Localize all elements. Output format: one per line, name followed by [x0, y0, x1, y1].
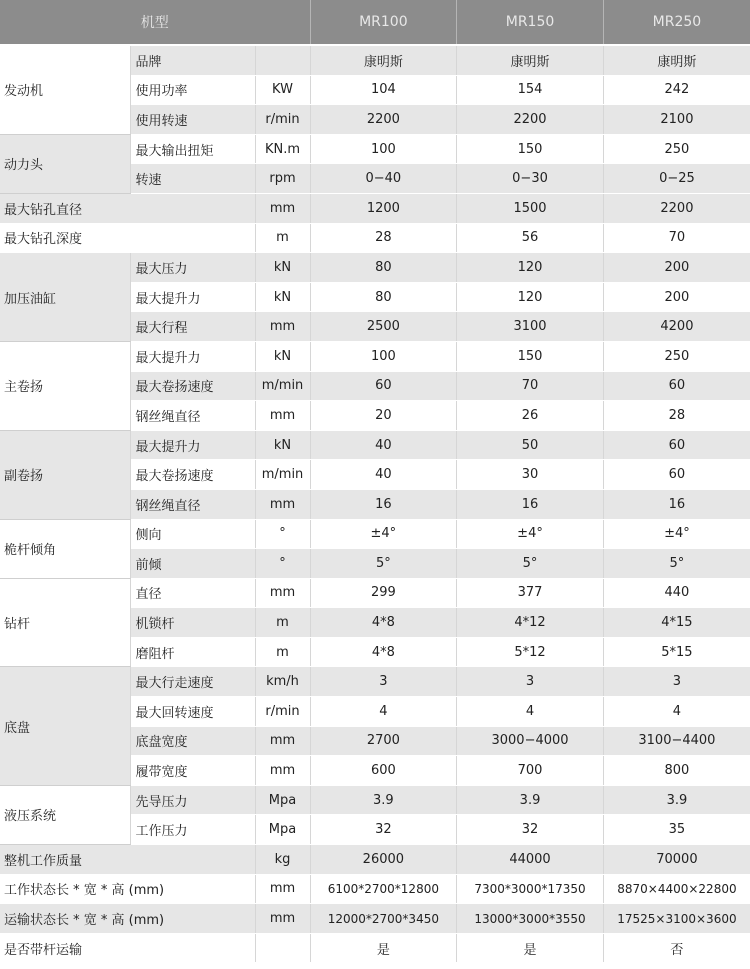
- unit-cell: mm: [255, 193, 310, 223]
- unit-cell: mm: [255, 874, 310, 904]
- value-cell: 3100−4400: [603, 726, 750, 756]
- value-cell: 32: [310, 815, 457, 845]
- table-row: [0, 904, 750, 934]
- value-cell: 3100: [457, 312, 604, 342]
- table-row: [0, 578, 750, 608]
- value-cell: 100: [310, 341, 457, 371]
- value-cell: ±4°: [457, 519, 604, 549]
- value-cell: 200: [603, 253, 750, 283]
- value-cell: 100: [310, 134, 457, 164]
- value-cell: 60: [603, 430, 750, 460]
- value-cell: 44000: [457, 845, 604, 875]
- param-label: 转速: [130, 164, 255, 194]
- param-label: 使用转速: [130, 105, 255, 135]
- param-label: 最大输出扭矩: [130, 134, 255, 164]
- group-label: 钻杆: [0, 578, 130, 667]
- unit-cell: kg: [255, 845, 310, 875]
- table-row: [0, 193, 750, 223]
- value-cell: 2200: [603, 193, 750, 223]
- param-label: 侧向: [130, 519, 255, 549]
- table-row: [0, 519, 750, 549]
- unit-cell: mm: [255, 904, 310, 934]
- unit-cell: mm: [255, 578, 310, 608]
- value-cell: 120: [457, 282, 604, 312]
- unit-cell: Mpa: [255, 815, 310, 845]
- value-cell: 2700: [310, 726, 457, 756]
- unit-cell: [255, 45, 310, 75]
- unit-cell: mm: [255, 401, 310, 431]
- value-cell: 4*8: [310, 637, 457, 667]
- group-label: 主卷扬: [0, 341, 130, 430]
- value-cell: 3: [603, 667, 750, 697]
- value-cell: 12000*2700*3450: [310, 904, 457, 934]
- value-cell: 康明斯: [603, 45, 750, 75]
- value-cell: 2100: [603, 105, 750, 135]
- value-cell: 70000: [603, 845, 750, 875]
- value-cell: 0−30: [457, 164, 604, 194]
- value-cell: 800: [603, 756, 750, 786]
- unit-cell: KW: [255, 75, 310, 105]
- unit-cell: kN: [255, 253, 310, 283]
- unit-cell: r/min: [255, 105, 310, 135]
- value-cell: 3: [457, 667, 604, 697]
- value-cell: 60: [603, 371, 750, 401]
- value-cell: 康明斯: [310, 45, 457, 75]
- value-cell: 2500: [310, 312, 457, 342]
- value-cell: 8870×4400×22800: [603, 874, 750, 904]
- unit-cell: mm: [255, 726, 310, 756]
- unit-cell: mm: [255, 756, 310, 786]
- param-label: 使用功率: [130, 75, 255, 105]
- value-cell: 250: [603, 341, 750, 371]
- value-cell: 5°: [310, 549, 457, 579]
- value-cell: 56: [457, 223, 604, 253]
- value-cell: 28: [310, 223, 457, 253]
- value-cell: 150: [457, 341, 604, 371]
- unit-cell: kN: [255, 430, 310, 460]
- value-cell: 3.9: [603, 785, 750, 815]
- value-cell: ±4°: [310, 519, 457, 549]
- group-label: 副卷扬: [0, 430, 130, 519]
- row-label: 最大钻孔深度: [0, 223, 255, 253]
- value-cell: 4: [310, 697, 457, 727]
- value-cell: 17525×3100×3600: [603, 904, 750, 934]
- value-cell: 康明斯: [457, 45, 604, 75]
- value-cell: 440: [603, 578, 750, 608]
- param-label: 最大提升力: [130, 341, 255, 371]
- value-cell: 70: [603, 223, 750, 253]
- value-cell: 0−25: [603, 164, 750, 194]
- model-label: 机型: [0, 0, 310, 45]
- unit-cell: kN: [255, 282, 310, 312]
- value-cell: 2200: [310, 105, 457, 135]
- param-label: 底盘宽度: [130, 726, 255, 756]
- value-cell: 13000*3000*3550: [457, 904, 604, 934]
- unit-cell: rpm: [255, 164, 310, 194]
- unit-cell: Mpa: [255, 785, 310, 815]
- value-cell: 6100*2700*12800: [310, 874, 457, 904]
- value-cell: 20: [310, 401, 457, 431]
- unit-cell: m/min: [255, 371, 310, 401]
- value-cell: 80: [310, 282, 457, 312]
- group-label: 发动机: [0, 45, 130, 134]
- param-label: 先导压力: [130, 785, 255, 815]
- value-cell: 242: [603, 75, 750, 105]
- group-label: 动力头: [0, 134, 130, 193]
- value-cell: 299: [310, 578, 457, 608]
- group-label: 桅杆倾角: [0, 519, 130, 578]
- value-cell: 是: [310, 933, 457, 963]
- table-row: [0, 667, 750, 697]
- value-cell: 4: [603, 697, 750, 727]
- value-cell: 40: [310, 460, 457, 490]
- value-cell: 60: [310, 371, 457, 401]
- param-label: 最大卷扬速度: [130, 371, 255, 401]
- value-cell: 26: [457, 401, 604, 431]
- value-cell: 70: [457, 371, 604, 401]
- value-cell: 5°: [603, 549, 750, 579]
- param-label: 最大提升力: [130, 282, 255, 312]
- value-cell: 200: [603, 282, 750, 312]
- value-cell: 32: [457, 815, 604, 845]
- value-cell: 7300*3000*17350: [457, 874, 604, 904]
- group-label: 加压油缸: [0, 253, 130, 342]
- value-cell: 50: [457, 430, 604, 460]
- value-cell: 3: [310, 667, 457, 697]
- param-label: 最大提升力: [130, 430, 255, 460]
- value-cell: 4: [457, 697, 604, 727]
- value-cell: 40: [310, 430, 457, 460]
- table-row: [0, 430, 750, 460]
- param-label: 前倾: [130, 549, 255, 579]
- value-cell: ±4°: [603, 519, 750, 549]
- param-label: 工作压力: [130, 815, 255, 845]
- group-label: 底盘: [0, 667, 130, 785]
- unit-cell: [255, 933, 310, 963]
- table-row: [0, 933, 750, 963]
- value-cell: 4*15: [603, 608, 750, 638]
- unit-cell: km/h: [255, 667, 310, 697]
- unit-cell: °: [255, 519, 310, 549]
- param-label: 最大行程: [130, 312, 255, 342]
- param-label: 直径: [130, 578, 255, 608]
- model-mr250: MR250: [603, 0, 750, 45]
- unit-cell: mm: [255, 312, 310, 342]
- table-row: [0, 845, 750, 875]
- unit-cell: mm: [255, 489, 310, 519]
- value-cell: 1200: [310, 193, 457, 223]
- param-label: 最大压力: [130, 253, 255, 283]
- unit-cell: m: [255, 608, 310, 638]
- value-cell: 4*12: [457, 608, 604, 638]
- param-label: 履带宽度: [130, 756, 255, 786]
- table-row: [0, 785, 750, 815]
- value-cell: 30: [457, 460, 604, 490]
- param-label: 最大回转速度: [130, 697, 255, 727]
- table-row: [0, 253, 750, 283]
- unit-cell: °: [255, 549, 310, 579]
- table-row: [0, 134, 750, 164]
- value-cell: 28: [603, 401, 750, 431]
- param-label: 磨阻杆: [130, 637, 255, 667]
- param-label: 品牌: [130, 45, 255, 75]
- value-cell: 4200: [603, 312, 750, 342]
- value-cell: 700: [457, 756, 604, 786]
- value-cell: 3.9: [310, 785, 457, 815]
- param-label: 最大行走速度: [130, 667, 255, 697]
- row-label: 最大钻孔直径: [0, 193, 255, 223]
- value-cell: 2200: [457, 105, 604, 135]
- table-row: [0, 341, 750, 371]
- unit-cell: m: [255, 223, 310, 253]
- unit-cell: m: [255, 637, 310, 667]
- unit-cell: kN: [255, 341, 310, 371]
- value-cell: 1500: [457, 193, 604, 223]
- value-cell: 16: [457, 489, 604, 519]
- value-cell: 600: [310, 756, 457, 786]
- value-cell: 60: [603, 460, 750, 490]
- value-cell: 250: [603, 134, 750, 164]
- group-label: 液压系统: [0, 785, 130, 844]
- row-label: 运输状态长 * 宽 * 高 (mm): [0, 904, 255, 934]
- table-row: [0, 223, 750, 253]
- value-cell: 150: [457, 134, 604, 164]
- value-cell: 120: [457, 253, 604, 283]
- value-cell: 26000: [310, 845, 457, 875]
- row-label: 整机工作质量: [0, 845, 255, 875]
- value-cell: 104: [310, 75, 457, 105]
- param-label: 钢丝绳直径: [130, 401, 255, 431]
- row-label: 是否带杆运输: [0, 933, 255, 963]
- value-cell: 16: [310, 489, 457, 519]
- value-cell: 0−40: [310, 164, 457, 194]
- row-label: 工作状态长 * 宽 * 高 (mm): [0, 874, 255, 904]
- unit-cell: r/min: [255, 697, 310, 727]
- value-cell: 5°: [457, 549, 604, 579]
- value-cell: 5*15: [603, 637, 750, 667]
- value-cell: 80: [310, 253, 457, 283]
- param-label: 最大卷扬速度: [130, 460, 255, 490]
- model-mr100: MR100: [310, 0, 457, 45]
- table-row: [0, 45, 750, 75]
- value-cell: 否: [603, 933, 750, 963]
- value-cell: 377: [457, 578, 604, 608]
- value-cell: 是: [457, 933, 604, 963]
- value-cell: 3.9: [457, 785, 604, 815]
- table-row: [0, 874, 750, 904]
- value-cell: 35: [603, 815, 750, 845]
- param-label: 机锁杆: [130, 608, 255, 638]
- unit-cell: m/min: [255, 460, 310, 490]
- header-row: [0, 0, 750, 45]
- model-mr150: MR150: [457, 0, 604, 45]
- value-cell: 3000−4000: [457, 726, 604, 756]
- value-cell: 16: [603, 489, 750, 519]
- unit-cell: KN.m: [255, 134, 310, 164]
- param-label: 钢丝绳直径: [130, 489, 255, 519]
- value-cell: 154: [457, 75, 604, 105]
- value-cell: 5*12: [457, 637, 604, 667]
- value-cell: 4*8: [310, 608, 457, 638]
